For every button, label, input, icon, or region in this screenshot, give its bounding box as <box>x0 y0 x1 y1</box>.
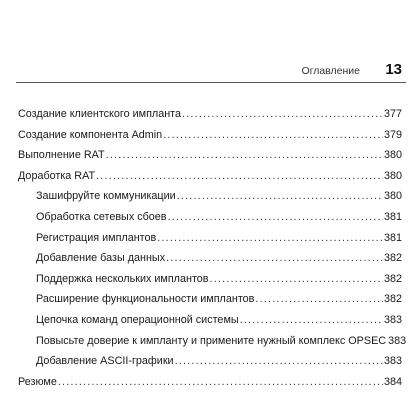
toc-entry-page: 380 <box>383 149 402 162</box>
section-title: Оглавление <box>301 65 360 77</box>
toc-entry-title: Повысьте доверие к импланту и примените нужный комплекс OPSEC <box>36 334 387 347</box>
toc-entry[interactable] <box>18 189 402 210</box>
toc-leader-dots <box>58 375 383 389</box>
toc-entry-page: 379 <box>383 128 402 141</box>
toc-entry-title: Доработка RAT <box>18 169 96 182</box>
toc-leader-dots <box>210 272 383 286</box>
toc-entry[interactable] <box>18 354 402 375</box>
toc-entry-page: 380 <box>383 169 402 182</box>
toc-leader-dots <box>106 148 383 162</box>
toc-entry-page: 382 <box>383 272 402 285</box>
toc-entry-title: Расширение функциональности имплантов <box>36 293 255 306</box>
table-of-contents <box>18 107 407 395</box>
toc-entry-title: Зашифруйте коммуникации <box>36 190 176 203</box>
toc-entry-page: 383 <box>383 313 402 326</box>
toc-entry-title: Поддержка нескольких имплантов <box>36 272 209 285</box>
toc-leader-dots <box>255 292 383 306</box>
page-number: 13 <box>385 61 402 78</box>
toc-entry[interactable] <box>18 251 402 272</box>
toc-entry-title: Добавление базы данных <box>36 252 166 265</box>
toc-entry[interactable] <box>18 231 402 252</box>
running-header <box>16 60 406 83</box>
toc-leader-dots <box>96 169 383 183</box>
toc-entry-title: Обработка сетевых сбоев <box>36 210 167 223</box>
toc-entry-page: 381 <box>383 210 402 223</box>
toc-entry-page: 382 <box>383 252 402 265</box>
toc-entry[interactable] <box>18 375 402 396</box>
toc-leader-dots <box>182 107 383 121</box>
toc-entry-page: 383 <box>388 334 407 347</box>
toc-entry-page: 382 <box>383 293 402 306</box>
toc-leader-dots <box>163 128 383 142</box>
toc-entry[interactable] <box>18 272 402 293</box>
toc-entry[interactable] <box>18 169 402 190</box>
toc-entry[interactable] <box>18 334 407 355</box>
toc-leader-dots <box>240 313 383 327</box>
toc-leader-dots <box>168 210 383 224</box>
toc-entry-title: Создание клиентского импланта <box>18 108 182 120</box>
toc-entry-title: Цепочка команд операционной системы <box>36 313 239 326</box>
toc-entry-page: 380 <box>383 190 402 203</box>
toc-entry[interactable] <box>18 210 402 231</box>
toc-entry-title: Выполнение RAT <box>18 149 105 162</box>
toc-entry-page: 384 <box>383 375 402 388</box>
toc-entry[interactable] <box>18 128 402 149</box>
toc-leader-dots <box>175 354 383 368</box>
toc-leader-dots <box>177 189 383 203</box>
toc-entry[interactable] <box>18 313 402 334</box>
toc-entry-page: 377 <box>383 108 402 120</box>
toc-entry-title: Добавление ASCII-графики <box>36 355 174 368</box>
toc-leader-dots <box>166 251 383 265</box>
toc-entry-title: Создание компонента Admin <box>18 128 163 141</box>
toc-entry-title: Регистрация имплантов <box>36 231 157 244</box>
toc-entry-page: 381 <box>383 231 402 244</box>
toc-entry-page: 383 <box>383 355 402 368</box>
toc-entry-title: Резюме <box>18 375 57 388</box>
toc-entry[interactable] <box>18 148 402 169</box>
toc-leader-dots <box>157 231 383 245</box>
toc-entry[interactable] <box>18 292 402 313</box>
toc-entry[interactable] <box>18 107 402 128</box>
